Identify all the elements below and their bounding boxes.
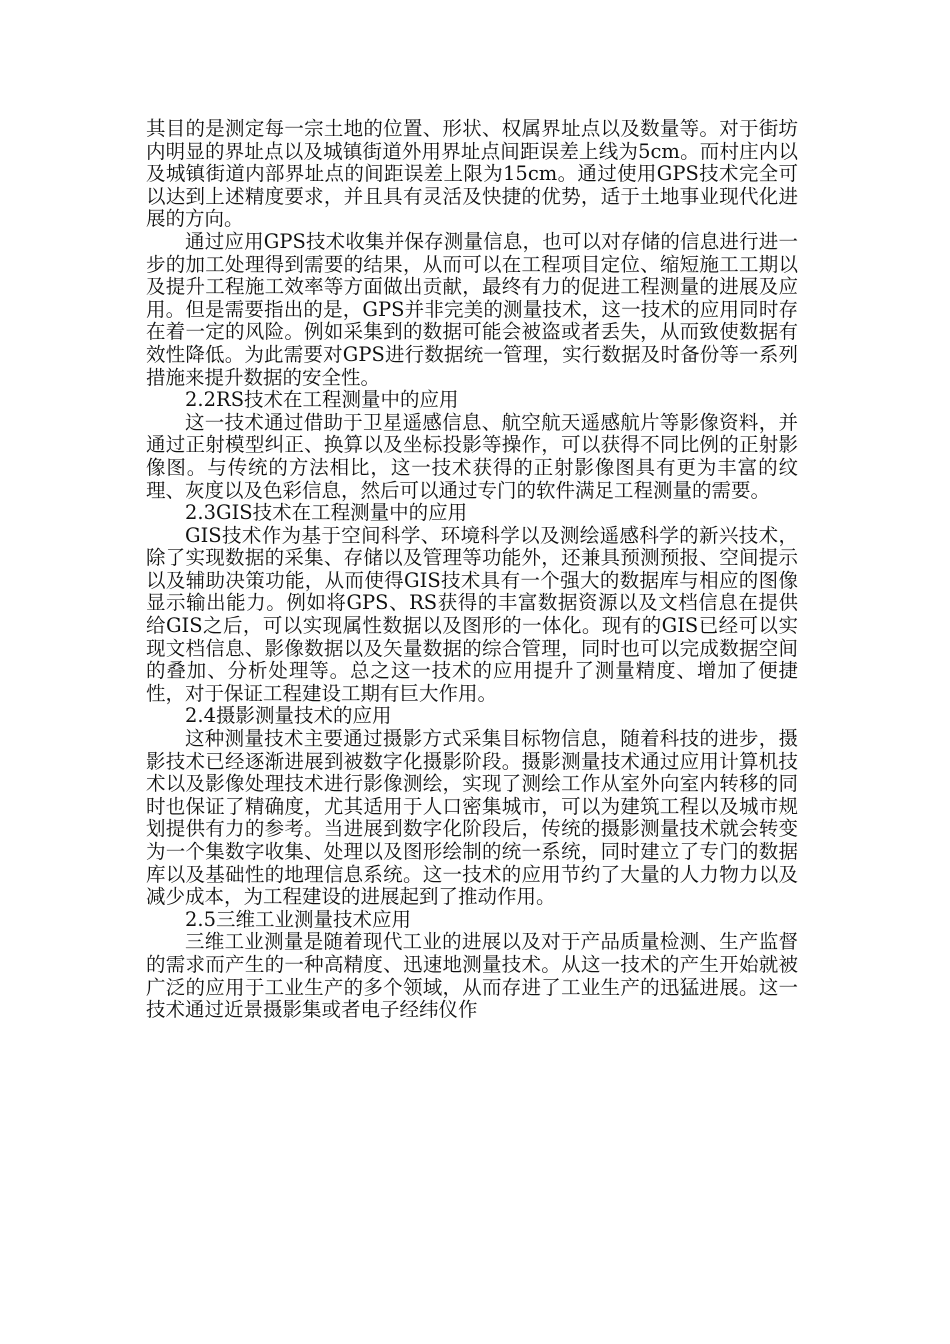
heading-rs-technology: 2.2RS技术在工程测量中的应用 <box>185 388 459 412</box>
heading-3d-industrial-measurement: 2.5三维工业测量技术应用 <box>185 907 412 931</box>
heading-photogrammetry: 2.4摄影测量技术的应用 <box>185 704 392 728</box>
paragraph-continuation: 其目的是测定每一宗土地的位置、形状、权属界址点以及数量等。对于街坊内明显的界址点以及城镇街道外用界址点间距误差上线为5cm。而村庄内以及城镇街道内部界址点的间距误差上限为15cm。通过使用GPS技术完全可以达到上述精度要求，并且具有灵活及快捷的优势，适于土地事业现代化进展的方向。 <box>146 117 798 231</box>
paragraph-rs-technology: 这一技术通过借助于卫星遥感信息、航空航天遥感航片等影像资料，并通过正射模型纠正、换算以及坐标投影等操作，可以获得不同比例的正射影像图。与传统的方法相比，这一技术获得的正射影像图具有更为丰富的纹理、灰度以及色彩信息，然后可以通过专门的软件满足工程测量的需要。 <box>146 410 798 502</box>
paragraph-gps-data-management: 通过应用GPS技术收集并保存测量信息，也可以对存储的信息进行进一步的加工处理得到需要的结果，从而可以在工程项目定位、缩短施工工期以及提升工程施工效率等方面做出贡献，最终有力的促进工程测量的进展及应用。但是需要指出的是，GPS并非完美的测量技术，这一技术的应用同时存在着一定的风险。例如采集到的数据可能会被盗或者丢失，从而致使数据有效性降低。为此需要对GPS进行数据统一管理，实行数据及时备份等一系列措施来提升数据的安全性。 <box>146 229 798 389</box>
paragraph-gis-technology: GIS技术作为基于空间科学、环境科学以及测绘遥感科学的新兴技术，除了实现数据的采集、存储以及管理等功能外，还兼具预测预报、空间提示以及辅助决策功能，从而使得GIS技术具有一个强大的数据库与相应的图像显示输出能力。例如将GPS、RS获得的丰富数据资源以及文档信息在提供给GIS之后，可以实现属性数据以及图形的一体化。现有的GIS已经可以实现文档信息、影像数据以及矢量数据的综合管理，同时也可以完成数据空间的叠加、分析处理等。总之这一技术的应用提升了测量精度、增加了便捷性，对于保证工程建设工期有巨大作用。 <box>146 523 798 705</box>
paragraph-3d-industrial-measurement: 三维工业测量是随着现代工业的进展以及对于产品质量检测、生产监督的需求而产生的一种高精度、迅速地测量技术。从这一技术的产生开始就被广泛的应用于工业生产的多个领域，从而存进了工业生产的迅猛进展。这一技术通过近景摄影集或者电子经纬仪作 <box>146 930 798 1022</box>
paragraph-photogrammetry: 这种测量技术主要通过摄影方式采集目标物信息，随着科技的进步，摄影技术已经逐渐进展到被数字化摄影阶段。摄影测量技术通过应用计算机技术以及影像处理技术进行影像测绘，实现了测绘工作从室外向室内转移的同时也保证了精确度，尤其适用于人口密集城市，可以为建筑工程以及城市规划提供有力的参考。当进展到数字化阶段后，传统的摄影测量技术就会转变为一个集数字收集、处理以及图形绘制的统一系统，同时建立了专门的数据库以及基础性的地理信息系统。这一技术的应用节约了大量的人力物力以及减少成本，为工程建设的进展起到了推动作用。 <box>146 727 798 909</box>
heading-gis-technology: 2.3GIS技术在工程测量中的应用 <box>185 501 468 525</box>
document-body <box>146 118 798 1022</box>
